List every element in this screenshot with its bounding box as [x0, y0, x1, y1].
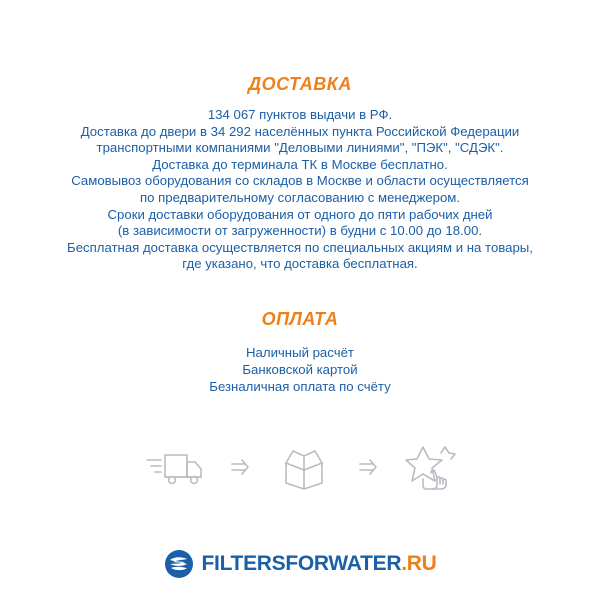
arrow-right-icon — [357, 456, 379, 478]
delivery-line: 134 067 пунктов выдачи в РФ. — [207, 107, 393, 122]
brand-wordmark — [202, 552, 437, 576]
delivery-line: Сроки доставки оборудования от одного до пяти рабочих дней — [107, 206, 493, 222]
delivery-description — [20, 107, 580, 273]
delivery-line: Доставка до терминала ТК в Москве бесплатно. — [152, 156, 448, 172]
delivery-line: Бесплатная доставка осуществляется по специальных акциям и на товары, — [67, 239, 533, 255]
brand-name: FILTERSFORWATER — [201, 551, 402, 575]
payment-methods-list — [209, 344, 390, 395]
delivery-line: транспортными компаниями "Деловыми линиями", "ПЭК", "СДЭК". — [96, 140, 504, 156]
arrow-right-icon — [229, 456, 251, 478]
delivery-line: где указано, что доставка бесплатная. — [182, 256, 418, 272]
delivery-line: Доставка до двери в 34 292 населённых пункта Российской Федерации — [80, 123, 520, 139]
payment-method-item: Наличный расчёт — [246, 344, 354, 360]
delivery-section-title: ДОСТАВКА — [248, 74, 352, 94]
brand-domain: .RU — [401, 551, 437, 575]
water-swirl-logo-icon — [164, 549, 194, 579]
payment-section-title: ОПЛАТА — [261, 308, 339, 329]
delivery-line: (в зависимости от загруженности) в будни с 10.00 до 18.00. — [117, 223, 483, 239]
process-icon-row — [143, 443, 457, 491]
delivery-truck-icon — [143, 445, 207, 489]
open-box-icon — [273, 443, 335, 491]
site-logo[interactable] — [164, 549, 437, 579]
payment-method-item: Безналичная оплата по счёту — [209, 378, 391, 394]
delivery-line: по предварительному согласованию с менеджером. — [139, 189, 461, 205]
rating-stars-hand-icon — [401, 443, 457, 491]
payment-method-item: Банковской картой — [242, 361, 358, 377]
delivery-line: Самовывоз оборудования со складов в Москве и области осуществляется — [71, 173, 529, 189]
